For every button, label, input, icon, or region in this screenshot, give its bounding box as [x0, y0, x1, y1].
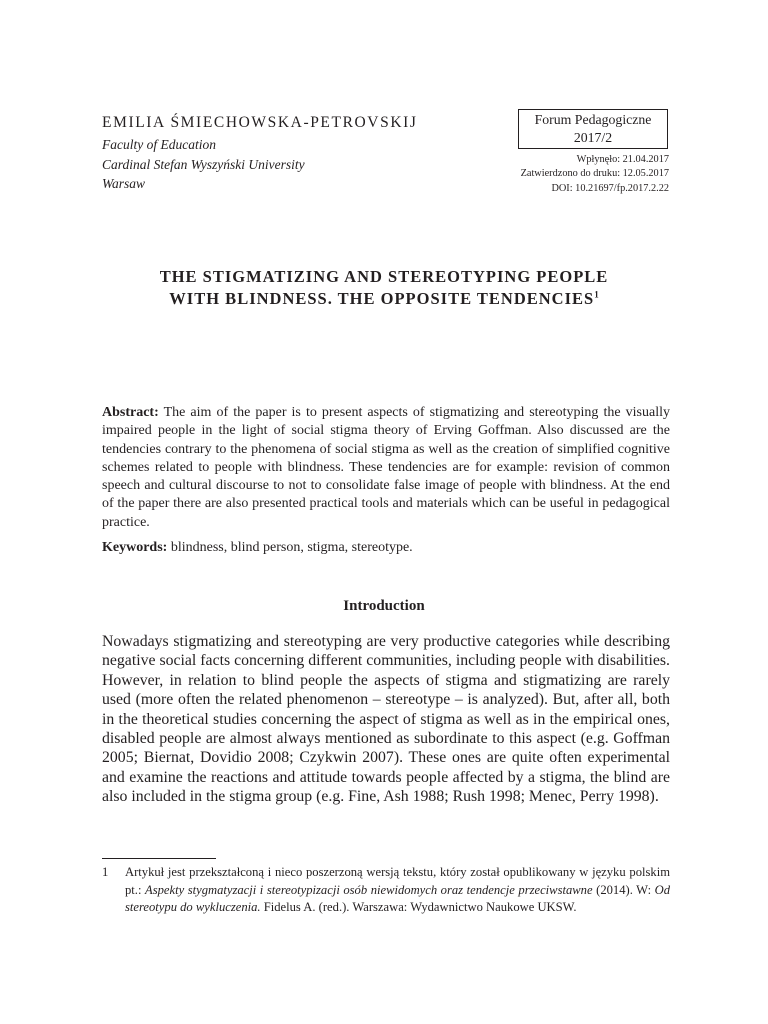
footnote-divider	[102, 858, 216, 859]
submission-meta	[521, 153, 669, 196]
footnote-text-part: Artykuł jest przekształconą i nieco poszerzoną wersją tekstu, który został opublikowany w języku polskim pt.:	[125, 865, 670, 897]
footnote-source-title: Aspekty stygmatyzacji i stereotypizacji osób niewidomych oraz tendencje przeciwstawne	[145, 882, 593, 897]
author-block	[102, 113, 462, 194]
affiliation-university: Cardinal Stefan Wyszyński University	[102, 156, 305, 172]
doi: DOI: 10.21697/fp.2017.2.22	[551, 182, 669, 194]
title-line-2: WITH BLINDNESS. THE OPPOSITE TENDENCIES	[169, 289, 595, 308]
title-footnote-mark: 1	[594, 289, 599, 300]
affiliation-faculty: Faculty of Education	[102, 137, 216, 152]
keywords	[102, 539, 670, 557]
journal-name: Forum Pedagogiczne	[534, 112, 652, 127]
keywords-label: Keywords:	[102, 540, 168, 555]
journal-box	[518, 109, 668, 149]
footnote-number: 1	[102, 865, 109, 879]
keywords-text: blindness, blind person, stigma, stereotype.	[167, 540, 413, 555]
introduction-paragraph: Nowadays stigmatizing and stereotyping are very productive categories while describing negative social facts concerning different communities, including people with disabilities. However, in relation to blind people the aspects of stigma and stigmatizing are rarely used (more often the related phenomenon – stereotype – is analyzed). But, after all, both in the theoretical studies concerning the aspect of stigma as well as in the empirical ones, disabled people are almost always mentioned as subordinate to this aspect (e.g. Goffman 2005; Biernat, Dovidio 2008; Czykwin 2007). These ones are quite often experimental and examine the reactions and attitude towards people affected by a stigma, the blind are also included in the stigma group (e.g. Fine, Ash 1988; Rush 1998; Menec, Perry 1998).	[102, 633, 670, 806]
accepted-date: Zatwierdzono do druku: 12.05.2017	[520, 168, 669, 180]
abstract	[102, 404, 670, 532]
paper-title	[100, 266, 668, 310]
received-date: Wpłynęło: 21.04.2017	[576, 154, 669, 165]
title-line-1: THE STIGMATIZING AND STEREOTYPING PEOPLE	[159, 267, 609, 286]
footnote-text	[125, 864, 670, 917]
affiliation-city: Warsaw	[102, 176, 146, 191]
footnote	[102, 864, 670, 917]
journal-issue: 2017/2	[573, 130, 613, 145]
abstract-label: Abstract:	[102, 405, 159, 420]
footnote-text-part: Fidelus A. (red.). Warszawa: Wydawnictwo Naukowe UKSW.	[260, 900, 577, 914]
author-name: EMILIA ŚMIECHOWSKA-PETROVSKIJ	[102, 114, 418, 131]
abstract-text: The aim of the paper is to present aspects of stigmatizing and stereotyping the visually impaired people in the light of social stigma theory of Erving Goffman. Also discussed are the tendencies contrary to the phenomena of social stigma as well as the creation of simplified cognitive schemes related to people with blindness. These tendencies are for example: revision of common speech and cultural discourse to not to consolidate false image of people with blindness. At the end of the paper there are also presented practical tools and materials which can be useful in pedagogical practice.	[102, 405, 670, 530]
footnote-book-title: Od stereotypu do wykluczenia.	[125, 882, 671, 914]
section-heading-introduction: Introduction	[343, 598, 425, 614]
footnote-text-part: (2014). W:	[592, 882, 655, 897]
